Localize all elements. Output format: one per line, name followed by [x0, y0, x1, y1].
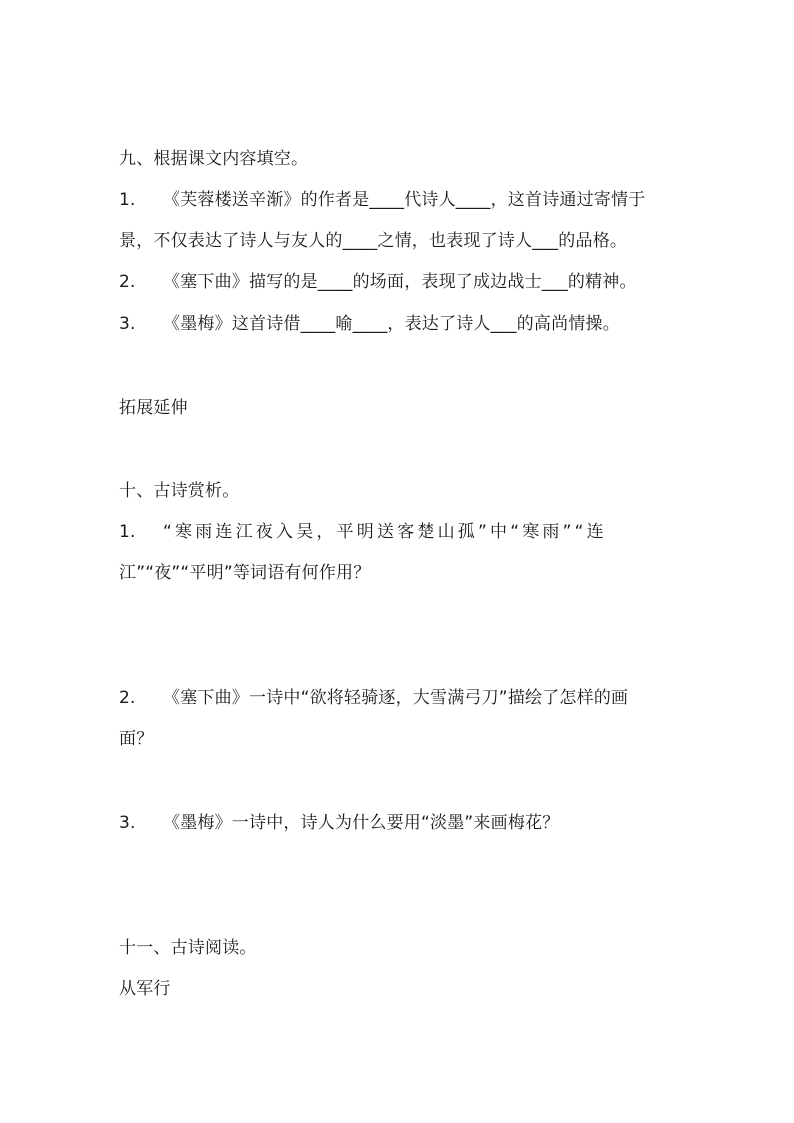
- poem-title: 从军行: [119, 979, 171, 999]
- extension-title: 拓展延伸: [119, 398, 188, 418]
- section-9-title: 九、根据课文内容填空。: [119, 149, 309, 169]
- question-number: 1.: [119, 522, 136, 542]
- question-10-2-line-1: [119, 686, 679, 710]
- question-text: 《塞下曲》描写的是____的场面，表现了成边战士___的精神。: [163, 272, 637, 292]
- question-10-1-line-2: 江”“夜”“平明”等词语有何作用？: [119, 563, 371, 583]
- question-9-1-line-2: 景，不仅表达了诗人与友人的____之情，也表现了诗人___的品格。: [119, 231, 628, 251]
- section-10-title: 十、古诗赏析。: [119, 481, 240, 501]
- question-text: “寒雨连江夜入吴，平明送客楚山孤”中“寒雨”“连: [163, 522, 607, 542]
- question-10-1-line-1: [119, 520, 679, 544]
- question-9-2: [119, 270, 679, 294]
- question-9-3: [119, 312, 679, 336]
- question-text: 《墨梅》这首诗借____喻____，表达了诗人___的高尚情操。: [163, 314, 620, 334]
- section-11-title: 十一、古诗阅读。: [119, 938, 257, 958]
- question-10-3: [119, 811, 679, 835]
- question-text: 《墨梅》一诗中，诗人为什么要用“淡墨”来画梅花？: [163, 813, 560, 833]
- question-number: 1.: [119, 190, 136, 210]
- question-9-1-line-1: [119, 188, 679, 212]
- question-number: 2.: [119, 272, 136, 292]
- question-number: 3.: [119, 314, 136, 334]
- question-number: 3.: [119, 813, 136, 833]
- question-number: 2.: [119, 688, 136, 708]
- question-text: 《塞下曲》一诗中“欲将轻骑逐，大雪满弓刀”描绘了怎样的画: [163, 688, 629, 708]
- question-10-2-line-2: 面？: [119, 729, 154, 749]
- question-text: 《芙蓉楼送辛渐》的作者是____代诗人____，这首诗通过寄情于: [163, 190, 646, 210]
